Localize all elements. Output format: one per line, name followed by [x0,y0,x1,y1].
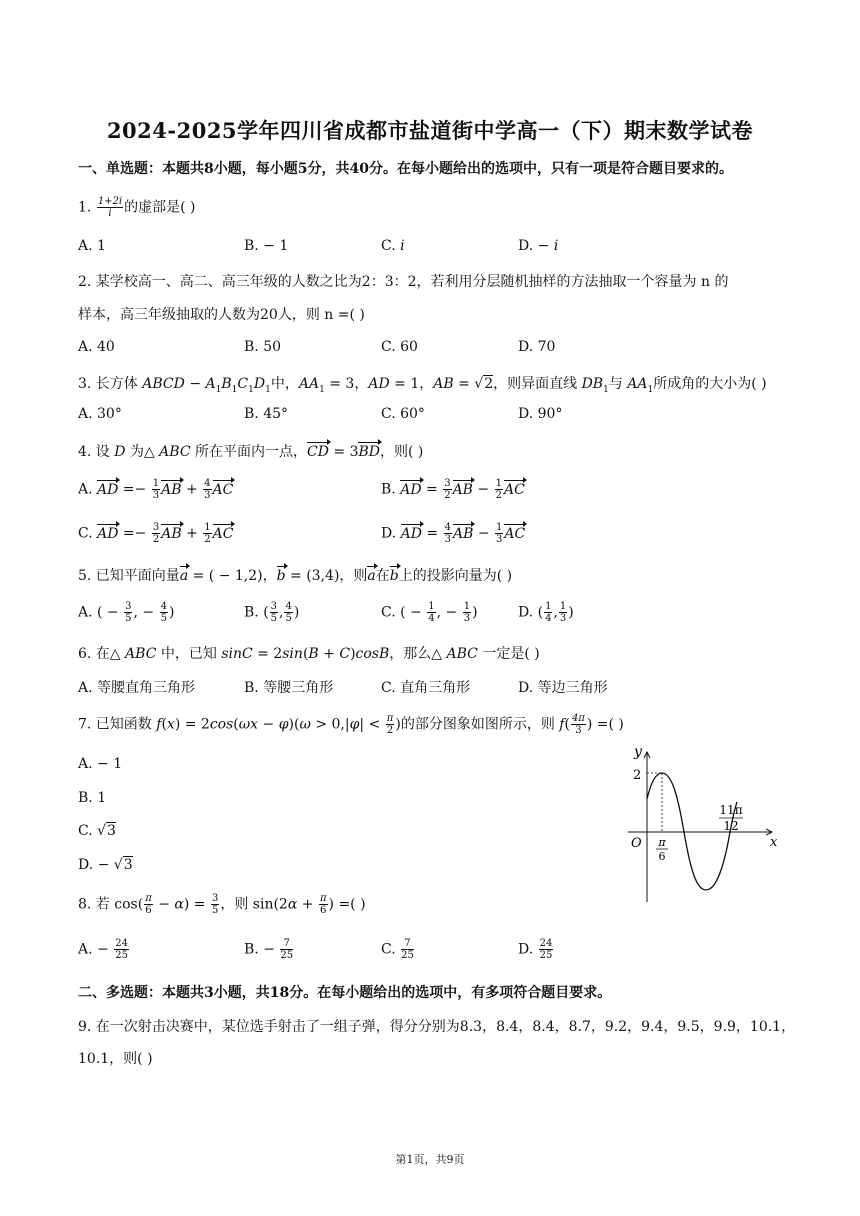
origin-label: O [631,836,642,851]
question-2-line-2: 样本，高三年级抽取的人数为20人，则 n =( ) [78,307,365,323]
question-9-line-2: 10.1，则( ) [78,1051,153,1067]
q6-option-b: B. 等腰三角形 [244,680,334,696]
q3-option-a: A. 30° [78,406,122,422]
x-label: x [770,835,778,850]
pi12-den: 12 [723,819,739,833]
q8-option-b: B. − $\frac{7}{25}$ [244,938,294,961]
q1-option-c: C. i [381,238,405,254]
max-label: 2 [633,768,642,783]
question-4: 4. 设 D 为△ ABC 所在平面内一点，CD = 3BD，则( ) [78,444,424,460]
q5-option-a: A. ( − $\frac{3}{5}$ , − $\frac{4}{5}$ ) [78,601,175,624]
q5-option-b: B. ( $\frac{3}{5}$ , $\frac{4}{5}$ ) [244,601,300,624]
pi6-num: π [658,836,666,849]
page-footer: 第1页，共9页 [395,1153,465,1166]
question-5: 5. 已知平面向量a = ( − 1,2)，b = (3,4)，则a在b上的投影向量为( ) [78,568,513,584]
question-3: 3. 长方体 ABCD − $A_1B_1C_1D_1$中，$AA_1 = 3$，AD = 1，AB = √2，则异面直线 $DB_1$与 $AA_1$所成角的大小为( ) [78,376,767,395]
q8-option-d: D. $\frac{24}{25}$ [518,938,553,961]
q7-option-a: A. − 1 [78,756,123,772]
q5-option-c: C. ( − $\frac{1}{4}$ , − $\frac{1}{3}$ ) [381,601,478,624]
question-2-line-1: 2. 某学校高一、高二、高三年级的人数之比为2：3：2，若利用分层随机抽样的方法抽取一个容量为 n 的 [78,274,729,290]
q2-option-a: A. 40 [78,339,115,355]
q7-option-d: D. − √3 [78,857,133,873]
question-1: 1. $\frac{1+2i}{i}$ 的虚部是( ) [78,196,196,219]
q8-option-c: C. $\frac{7}{25}$ [381,938,414,961]
q1-option-a: A. 1 [78,238,106,254]
pi6-den: 6 [658,850,666,863]
y-label: y [634,744,642,760]
q7-option-b: B. 1 [78,790,107,806]
q4-option-b: B. AD = $\frac{3}{2}$ AB − $\frac{1}{2}$ AC [381,478,525,501]
pi12-num: 11π [719,803,743,817]
page-title: 2024-2025学年四川省成都市盐道街中学高一（下）期末数学试卷 [106,118,754,143]
q3-option-c: C. 60° [381,406,425,422]
q6-option-d: D. 等边三角形 [518,680,608,696]
q4-option-d: D. AD = $\frac{4}{3}$ AB − $\frac{1}{3}$ AC [381,522,526,545]
question-6: 6. 在△ ABC 中，已知 sinC = 2sin(B + C)cosB，那么△ ABC 一定是( ) [78,646,540,662]
q3-option-d: D. 90° [518,406,563,422]
q2-option-d: D. 70 [518,339,556,355]
q8-option-a: A. − $\frac{24}{25}$ [78,938,128,961]
q6-option-c: C. 直角三角形 [381,680,471,696]
section-1-heading: 一、单选题：本题共8小题，每小题5分，共40分。在每小题给出的选项中，只有一项是符合题目要求的。 [78,161,733,177]
q6-option-a: A. 等腰直角三角形 [78,680,196,696]
section-2-heading: 二、多选题：本题共3小题，共18分。在每小题给出的选项中，有多项符合题目要求。 [78,985,612,1001]
q4-option-a: A. AD =− $\frac{1}{3}$ AB + $\frac{4}{3}$ AC [78,478,234,501]
question-8: 8. 若 cos( $\frac{\pi}{6}$ − α) = $\frac{3}{5}$ ，则 sin(2α + $\frac{\pi}{6}$ ) =( ) [78,893,366,916]
q2-option-b: B. 50 [244,339,282,355]
question-9-line-1: 9. 在一次射击决赛中，某位选手射击了一组子弹，得分分别为8.3，8.4，8.4，8.7，9.2，9.4，9.5，9.9，10.1， [78,1019,796,1035]
q3-option-b: B. 45° [244,406,289,422]
q1-option-d: D. − i [518,238,559,254]
q7-option-c: C. √3 [78,823,116,839]
q1-option-b: B. − 1 [244,238,289,254]
q2-option-c: C. 60 [381,339,418,355]
question-7: 7. 已知函数 f(x) = 2cos(ωx − φ)(ω > 0,|φ| < $\frac{\pi}{2}$ )的部分图象如图所示，则 f( $\frac{4\pi}{3}$ ) =( ) [78,713,624,736]
q4-option-c: C. AD =− $\frac{3}{2}$ AB + $\frac{1}{2}$ AC [78,522,234,545]
q5-option-d: D. ( $\frac{1}{4}$ , $\frac{1}{3}$ ) [518,601,574,624]
function-graph [620,742,785,907]
